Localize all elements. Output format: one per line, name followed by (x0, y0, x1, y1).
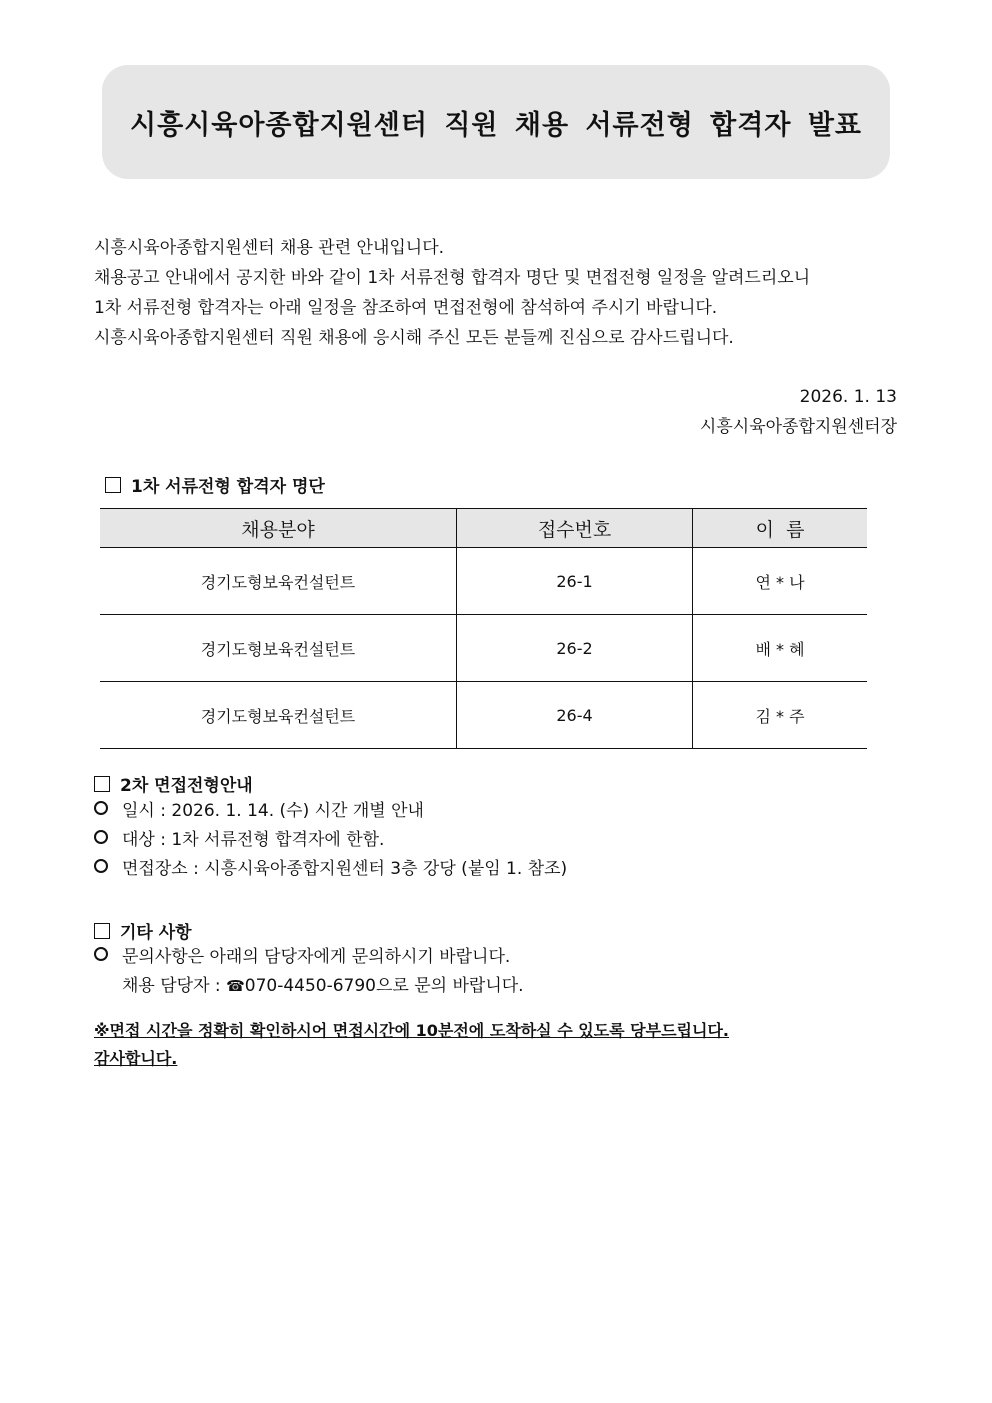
phone-icon: ☎ (226, 977, 245, 995)
table-row (100, 548, 867, 615)
checkbox-square-icon (105, 477, 121, 493)
cell-number: 26-4 (456, 682, 692, 749)
table-row (100, 615, 867, 682)
intro-line: 채용공고 안내에서 공지한 바와 같이 1차 서류전형 합격자 명단 및 면접전형 일정을 알려드리오니 (94, 268, 811, 288)
title-box (102, 65, 890, 179)
interview-info-list (94, 797, 567, 884)
intro-line: 시흥시육아종합지원센터 직원 채용에 응시해 주신 모든 분들께 진심으로 감사드립니다. (94, 328, 734, 348)
cell-name: 연 * 나 (693, 548, 867, 615)
cell-name: 배 * 혜 (693, 615, 867, 682)
list-item (94, 797, 567, 826)
section1-heading (105, 472, 325, 497)
cell-number: 26-2 (456, 615, 692, 682)
list-item (94, 943, 524, 972)
intro-text (94, 233, 898, 353)
section3-heading (94, 918, 192, 943)
inquiry-text: 문의사항은 아래의 담당자에게 문의하시기 바랍니다. (122, 947, 511, 967)
notice-thanks: 감사합니다. (94, 1049, 178, 1068)
notice-block (94, 1017, 729, 1073)
checkbox-square-icon (94, 923, 110, 939)
cell-field: 경기도형보육컨설턴트 (100, 548, 456, 615)
cell-name: 김 * 주 (693, 682, 867, 749)
signer: 시흥시육아종합지원센터장 (699, 417, 897, 437)
contact-prefix: 채용 담당자 : (122, 976, 227, 996)
list-item (94, 855, 567, 884)
list-item (94, 826, 567, 855)
cell-field: 경기도형보육컨설턴트 (100, 682, 456, 749)
interview-location: 면접장소 : 시흥시육아종합지원센터 3층 강당 (붙임 1. 참조) (122, 859, 568, 879)
bullet-circle-icon (94, 947, 108, 961)
bullet-circle-icon (94, 859, 108, 873)
intro-line: 1차 서류전형 합격자는 아래 일정을 참조하여 면접전형에 참석하여 주시기 바랍니다. (94, 298, 718, 318)
checkbox-square-icon (94, 776, 110, 792)
table-header-row (100, 509, 867, 548)
column-header-number: 접수번호 (456, 509, 692, 548)
cell-number: 26-1 (456, 548, 692, 615)
bullet-circle-icon (94, 801, 108, 815)
column-header-field: 채용분야 (100, 509, 456, 548)
cell-field: 경기도형보육컨설턴트 (100, 615, 456, 682)
interview-date: 일시 : 2026. 1. 14. (수) 시간 개별 안내 (122, 801, 424, 821)
contact-line (94, 972, 524, 1001)
column-header-name: 이 름 (693, 509, 867, 548)
page-title: 시흥시육아종합지원센터 직원 채용 서류전형 합격자 발표 (130, 109, 862, 141)
table-row (100, 682, 867, 749)
intro-line: 시흥시육아종합지원센터 채용 관련 안내입니다. (94, 238, 445, 258)
bullet-circle-icon (94, 830, 108, 844)
section1-heading-text: 1차 서류전형 합격자 명단 (131, 477, 325, 497)
signature-block (700, 382, 897, 442)
etc-info-list (94, 943, 524, 1001)
result-table (100, 508, 867, 749)
section2-heading-text: 2차 면접전형안내 (120, 776, 253, 796)
section2-heading (94, 771, 253, 796)
contact-phone: 070-4450-6790으로 문의 바랍니다. (244, 976, 524, 996)
interview-target: 대상 : 1차 서류전형 합격자에 한함. (122, 830, 385, 850)
notice-date: 2026. 1. 13 (799, 387, 897, 407)
section3-heading-text: 기타 사항 (120, 923, 192, 943)
notice-line: ※면접 시간을 정확히 확인하시어 면접시간에 10분전에 도착하실 수 있도록 당부드립니다. (94, 1021, 729, 1040)
